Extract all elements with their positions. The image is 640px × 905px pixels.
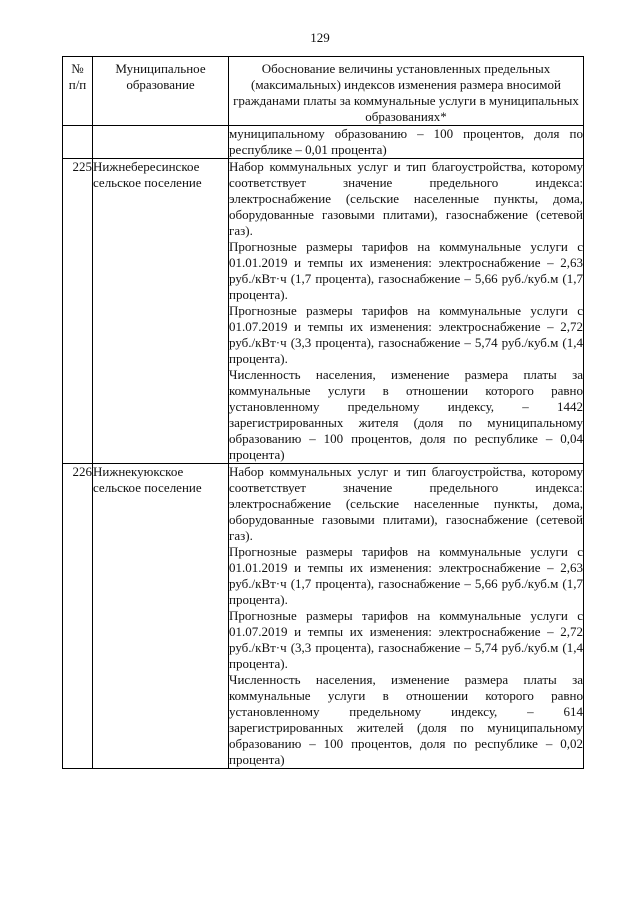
page-number: 129 (310, 30, 330, 45)
cell-empty-num (63, 126, 93, 159)
paragraph-services: Набор коммунальных услуг и тип благоустройства, которому соответствует значение предельного индекса: электроснабжение (сельские населенные пункты, дома, оборудованные газовыми плитами), газоснабжение (сетевой газ). (229, 464, 583, 543)
row-number: 226 (63, 464, 93, 769)
cell-continuation-text: муниципальному образованию – 100 процентов, доля по республике – 0,01 процента) (229, 126, 583, 157)
tariff-table (62, 56, 584, 769)
header-municipality: Муниципальное образование (93, 57, 229, 126)
paragraph-tariffs-jan: Прогнозные размеры тарифов на коммунальные услуги с 01.01.2019 и темпы их изменения: электроснабжение – 2,63 руб./кВт·ч (1,7 процента), газоснабжение – 5,66 руб./куб.м (1,7 процента). (229, 544, 583, 607)
paragraph-population: Численность населения, изменение размера платы за коммунальные услуги в отношении которого равно установленному предельному индексу, – 1442 зарегистрированных жителя (доля по муниципальному образованию – 100 процентов, доля по республике – 0,04 процента) (229, 367, 583, 462)
table-row (63, 464, 584, 769)
justification-cell (229, 159, 584, 464)
paragraph-services: Набор коммунальных услуг и тип благоустройства, которому соответствует значение предельного индекса: электроснабжение (сельские населенные пункты, дома, оборудованные газовыми плитами), газоснабжение (сетевой газ). (229, 159, 583, 238)
table-header-row (63, 57, 584, 126)
table-row (63, 159, 584, 464)
cell-empty-name (93, 126, 229, 159)
paragraph-tariffs-jan: Прогнозные размеры тарифов на коммунальные услуги с 01.01.2019 и темпы их изменения: электроснабжение – 2,63 руб./кВт·ч (1,7 процента), газоснабжение – 5,66 руб./куб.м (1,7 процента). (229, 239, 583, 302)
header-justification: Обоснование величины установленных предельных (максимальных) индексов изменения размера вносимой гражданами платы за коммунальные услуги в муниципальных образованиях* (229, 57, 584, 126)
paragraph-tariffs-jul: Прогнозные размеры тарифов на коммунальные услуги с 01.07.2019 и темпы их изменения: электроснабжение – 2,72 руб./кВт·ч (3,3 процента), газоснабжение – 5,74 руб./куб.м (1,4 процента). (229, 608, 583, 671)
row-number: 225 (63, 159, 93, 464)
justification-cell (229, 464, 584, 769)
municipality-name: Нижнебересинское сельское поселение (93, 159, 229, 464)
header-num: № п/п (63, 57, 93, 126)
table-row-continuation (63, 126, 584, 159)
paragraph-population: Численность населения, изменение размера платы за коммунальные услуги в отношении которого равно установленному предельному индексу, – 614 зарегистрированных жителей (доля по муниципальному образованию – 100 процентов, доля по республике – 0,02 процента) (229, 672, 583, 767)
municipality-name: Нижнекуюкское сельское поселение (93, 464, 229, 769)
paragraph-tariffs-jul: Прогнозные размеры тарифов на коммунальные услуги с 01.07.2019 и темпы их изменения: электроснабжение – 2,72 руб./кВт·ч (3,3 процента), газоснабжение – 5,74 руб./куб.м (1,4 процента). (229, 303, 583, 366)
